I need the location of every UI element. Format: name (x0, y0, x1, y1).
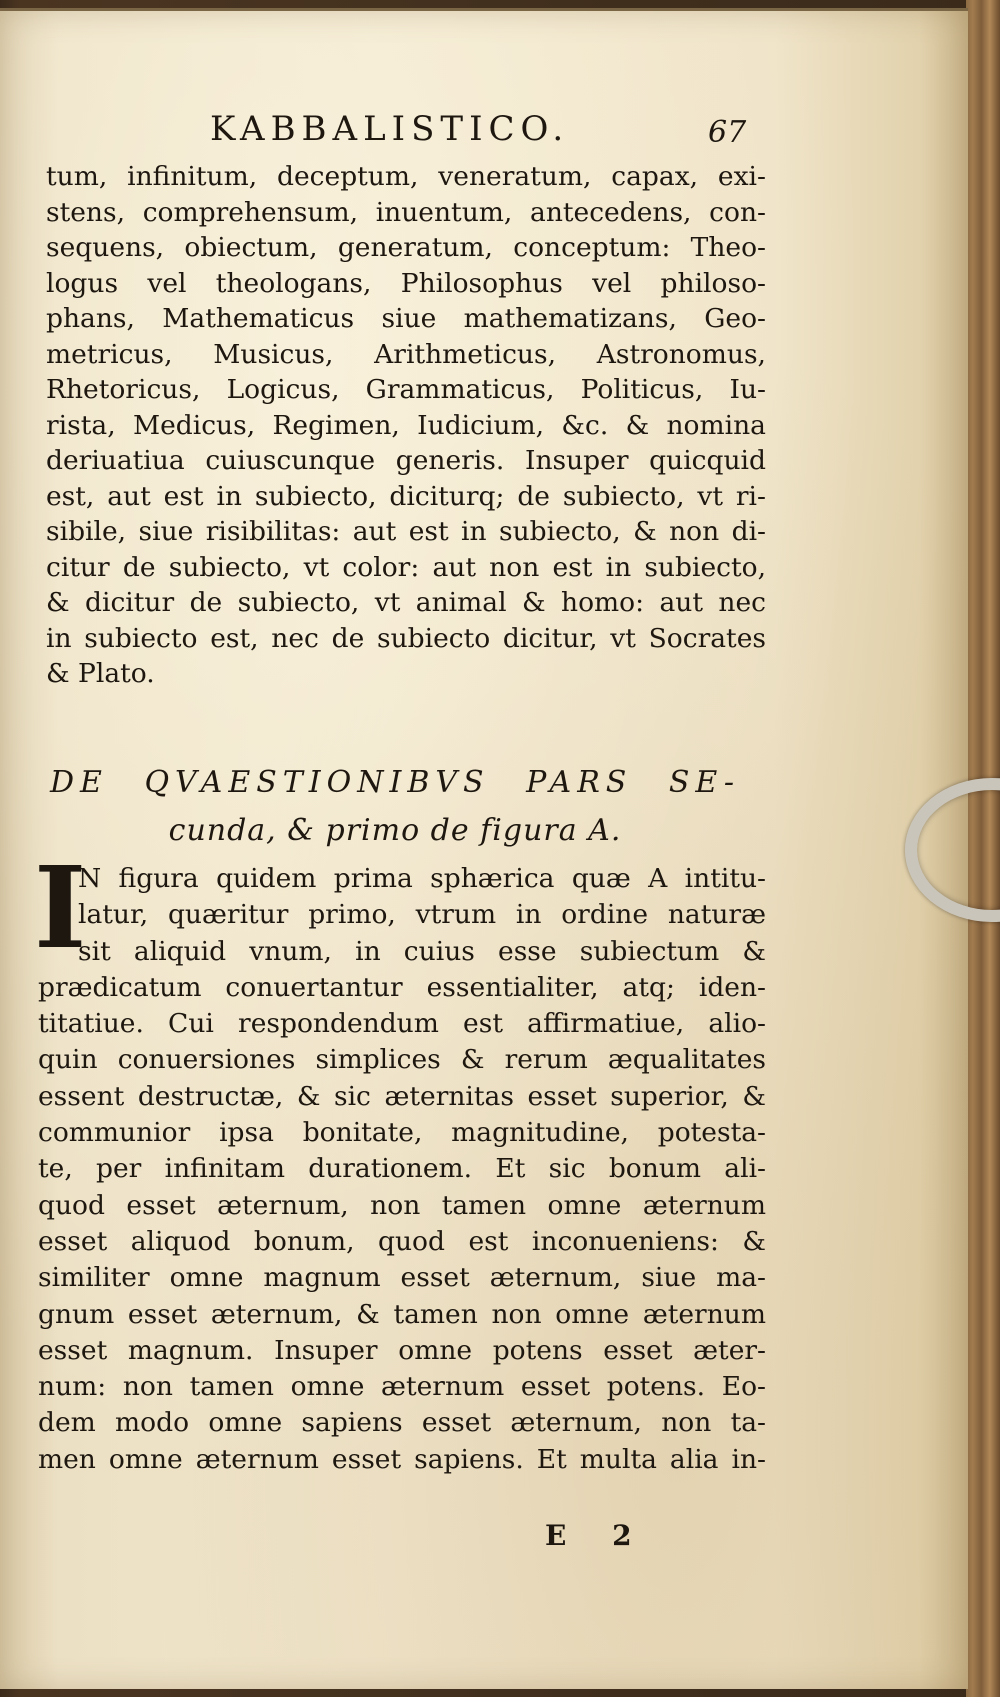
text-line: rista, Medicus, Regimen, Iudicium, &c. & nomina (46, 409, 766, 441)
text-line: logus vel theologans, Philosophus vel philoso- (46, 267, 766, 299)
text-line: Rhetoricus, Logicus, Grammaticus, Politicus, Iu- (46, 374, 766, 405)
heading-line: cunda, & primo de figura A. (168, 813, 622, 848)
text-line: gnum esset æternum, & tamen non omne æternum (38, 1298, 766, 1330)
text-line: essent destructæ, & sic æternitas esset superior, & (38, 1080, 766, 1112)
text-line: quod esset æternum, non tamen omne æternum (38, 1189, 766, 1221)
running-head: KABBALISTICO. (210, 109, 570, 149)
paragraph-main (38, 861, 766, 1478)
signature-mark: E 2 (545, 1519, 650, 1552)
drop-cap: I (34, 843, 87, 974)
text-line: titatiue. Cui respondendum est affirmatiue, alio- (38, 1008, 766, 1040)
section-heading (50, 759, 740, 855)
text-line: latur, quæritur primo, vtrum in ordine naturæ (78, 899, 766, 931)
text-line: prædicatum conuertantur essentialiter, atq; iden- (38, 971, 766, 1003)
text-line: similiter omne magnum esset æternum, siue ma- (38, 1262, 766, 1294)
text-line: sit aliquid vnum, in cuius esse subiectum & (78, 935, 766, 967)
text-line: est, aut est in subiecto, diciturq; de subiecto, vt ri- (46, 480, 766, 512)
text-line: metricus, Musicus, Arithmeticus, Astronomus, (46, 338, 766, 370)
text-line: sequens, obiectum, generatum, conceptum: Theo- (46, 232, 766, 263)
text-line: quin conuersiones simplices & rerum æqualitates (38, 1044, 766, 1076)
text-line: sibile, siue risibilitas: aut est in subiecto, & non di- (46, 516, 766, 547)
text-line: & Plato. (46, 658, 155, 689)
text-line: te, per infinitam durationem. Et sic bonum ali- (38, 1153, 766, 1185)
text-line: stens, comprehensum, inuentum, antecedens, con- (46, 196, 766, 228)
text-line: phans, Mathematicus siue mathematizans, Geo- (46, 303, 766, 334)
text-line: citur de subiecto, vt color: aut non est in subiecto, (46, 551, 766, 583)
text-line: N figura quidem prima sphærica quæ A intitu- (78, 863, 766, 894)
text-line: dem modo omne sapiens esset æternum, non ta- (38, 1407, 766, 1439)
paragraph-continued (46, 159, 766, 692)
page-number: 67 (708, 115, 747, 150)
text-line: & dicitur de subiecto, vt animal & homo: aut nec (46, 587, 766, 618)
book-page (0, 8, 968, 1689)
text-line: esset aliquod bonum, quod est inconueniens: & (38, 1225, 766, 1257)
text-line: deriuatiua cuiuscunque generis. Insuper quicquid (46, 445, 766, 476)
text-line: communior ipsa bonitate, magnitudine, potesta- (38, 1117, 766, 1149)
heading-line: DE QVAESTIONIBVS PARS SE- (50, 765, 740, 800)
text-line: num: non tamen omne æternum esset potens. Eo- (38, 1371, 766, 1403)
text-line: in subiecto est, nec de subiecto dicitur, vt Socrates (46, 622, 766, 654)
text-line: esset magnum. Insuper omne potens esset æter- (38, 1334, 766, 1366)
text-line: men omne æternum esset sapiens. Et multa alia in- (38, 1443, 766, 1475)
text-line: tum, infinitum, deceptum, veneratum, capax, exi- (46, 161, 766, 192)
